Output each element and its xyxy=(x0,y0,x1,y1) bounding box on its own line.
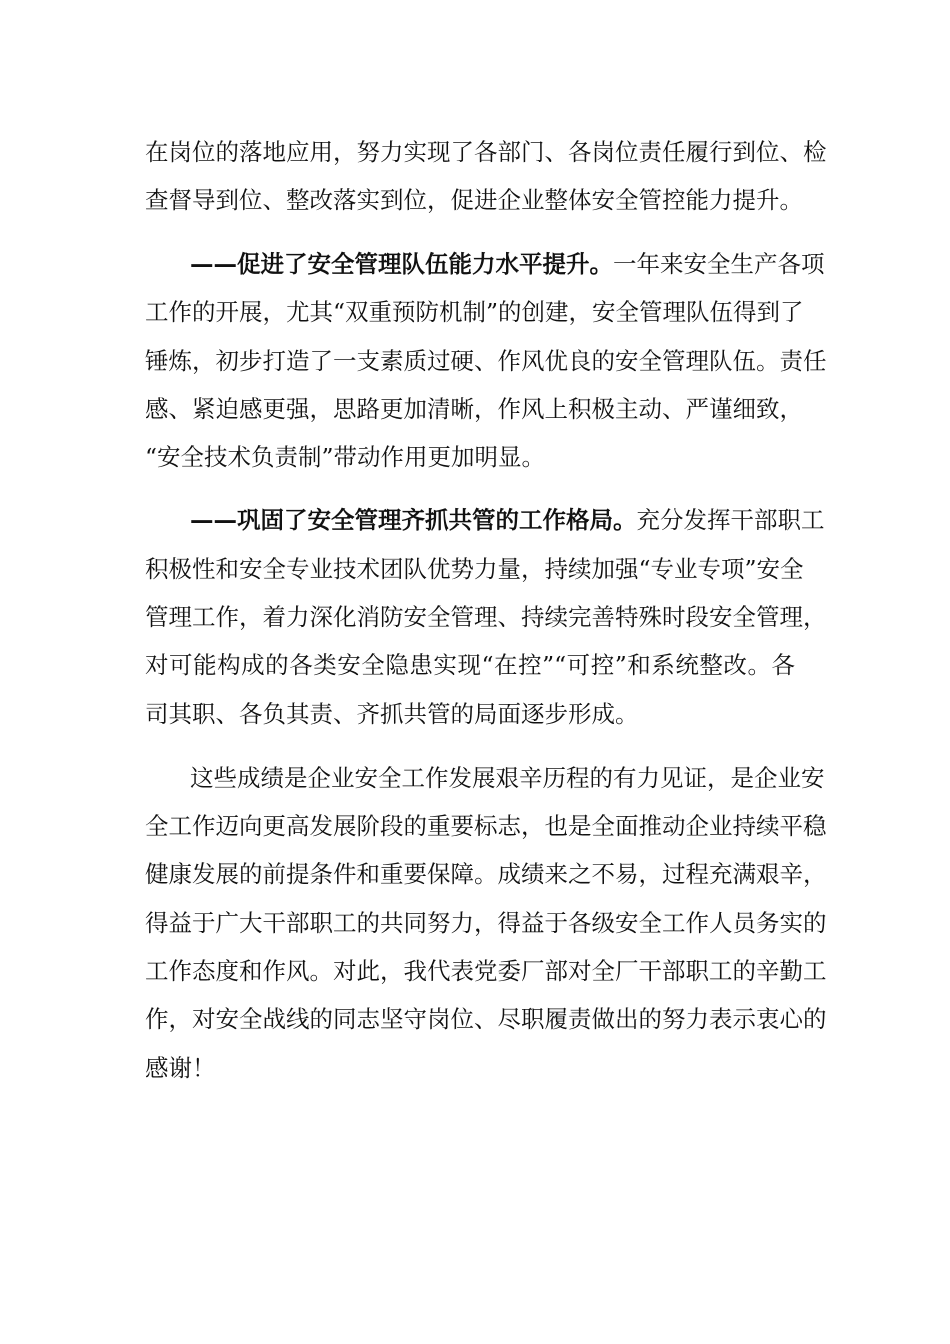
paragraph-2-heading: ——促进了安全管理队伍能力水平提升。 xyxy=(190,250,613,278)
paragraph-2-line-2: 工作的开展，尤其“双重预防机制”的创建，安全管理队伍得到了 xyxy=(145,298,804,326)
paragraph-3-line-3: 管理工作，着力深化消防安全管理、持续完善特殊时段安全管理， xyxy=(145,603,827,631)
paragraph-3-text: 充分发挥干部职工 xyxy=(636,506,825,534)
paragraph-3-line-2: 积极性和安全专业技术团队优势力量，持续加强“专业专项”安全 xyxy=(145,555,804,583)
paragraph-2-line-5: “安全技术负责制”带动作用更加明显。 xyxy=(145,443,546,471)
paragraph-4-line-1: 这些成绩是企业安全工作发展艰辛历程的有力见证，是企业安 xyxy=(190,764,825,792)
paragraph-4-line-3: 健康发展的前提条件和重要保障。成绩来之不易，过程充满艰辛， xyxy=(145,860,827,888)
paragraph-2-line-4: 感、紧迫感更强，思路更加清晰，作风上积极主动、严谨细致， xyxy=(145,395,803,423)
paragraph-3-heading: ——巩固了安全管理齐抓共管的工作格局。 xyxy=(190,506,637,534)
paragraph-1-line-1: 在岗位的落地应用，努力实现了各部门、各岗位责任履行到位、检 xyxy=(145,138,827,166)
paragraph-4-line-4: 得益于广大干部职工的共同努力，得益于各级安全工作人员务实的 xyxy=(145,909,827,937)
paragraph-2-line-3: 锤炼，初步打造了一支素质过硬、作风优良的安全管理队伍。责任 xyxy=(145,347,827,375)
paragraph-4-line-2: 全工作迈向更高发展阶段的重要标志，也是全面推动企业持续平稳 xyxy=(145,812,827,840)
paragraph-1-line-2: 查督导到位、整改落实到位，促进企业整体安全管控能力提升。 xyxy=(145,186,803,214)
paragraph-2-line-1 xyxy=(190,244,825,284)
paragraph-2-text: 一年来安全生产各项 xyxy=(613,250,825,278)
paragraph-4-line-7: 感谢！ xyxy=(145,1054,216,1082)
paragraph-4-line-6: 作，对安全战线的同志坚守岗位、尽职履责做出的努力表示衷心的 xyxy=(145,1005,827,1033)
paragraph-3-line-1 xyxy=(190,500,825,540)
paragraph-3-line-4: 对可能构成的各类安全隐患实现“在控”“可控”和系统整改。各 xyxy=(145,651,795,679)
paragraph-4-line-5: 工作态度和作风。对此，我代表党委厂部对全厂干部职工的辛勤工 xyxy=(145,957,827,985)
paragraph-3-line-5: 司其职、各负其责、齐抓共管的局面逐步形成。 xyxy=(145,700,639,728)
